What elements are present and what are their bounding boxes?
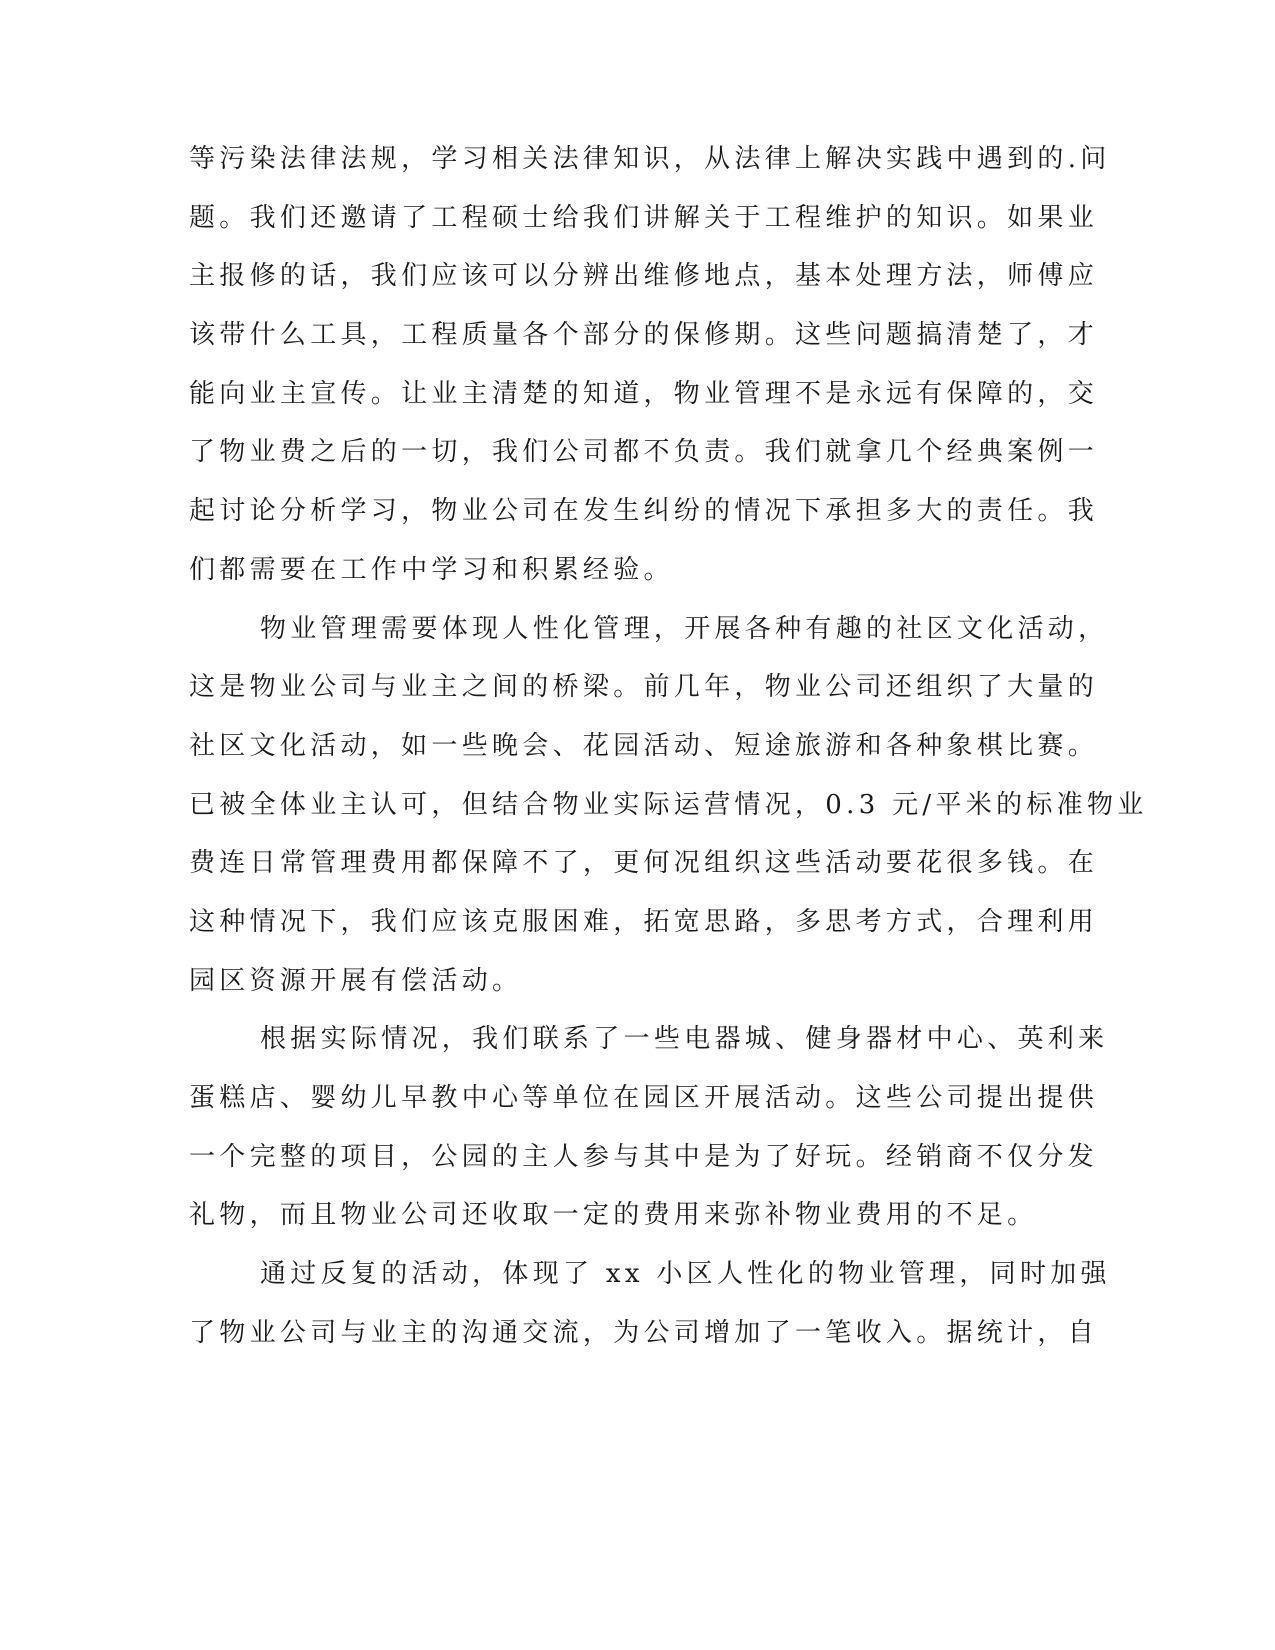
text-line: 了物业费之后的一切，我们公司都不负责。我们就拿几个经典案例一 [189, 437, 1099, 468]
text-line: 题。我们还邀请了工程硕士给我们讲解关于工程维护的知识。如果业 [189, 202, 1099, 233]
text-line: 蛋糕店、婴幼儿早教中心等单位在园区开展活动。这些公司提出提供 [189, 1083, 1099, 1113]
text-line: 一个完整的项目，公园的主人参与其中是为了好玩。经销商不仅分发 [189, 1141, 1099, 1172]
text-line: 这种情况下，我们应该克服困难，拓宽思路，多思考方式，合理利用 [189, 906, 1099, 937]
paragraph-start-line: 通过反复的活动，体现了 xx 小区人性化的物业管理，同时加强 [260, 1259, 1111, 1290]
text-line: 费连日常管理费用都保障不了，更何况组织这些活动要花很多钱。在 [189, 848, 1099, 879]
text-line: 们都需要在工作中学习和积累经验。 [189, 554, 674, 585]
text-line: 已被全体业主认可，但结合物业实际运营情况，0.3 元/平米的标准物业 [189, 789, 1148, 820]
text-line: 社区文化活动，如一些晚会、花园活动、短途旅游和各种象棋比赛。 [189, 730, 1099, 761]
text-line: 这是物业公司与业主之间的桥梁。前几年，物业公司还组织了大量的 [189, 672, 1099, 703]
text-line: 礼物，而且物业公司还收取一定的费用来弥补物业费用的不足。 [189, 1200, 1038, 1231]
text-line: 主报修的话，我们应该可以分辨出维修地点，基本处理方法，师傅应 [189, 261, 1099, 292]
text-line: 园区资源开展有偿活动。 [189, 965, 523, 996]
text-line: 了物业公司与业主的沟通交流，为公司增加了一笔收入。据统计，自 [189, 1317, 1099, 1348]
paragraph-start-line: 物业管理需要体现人性化管理，开展各种有趣的社区文化活动， [260, 613, 1109, 644]
text-line: 等污染法律法规，学习相关法律知识，从法律上解决实践中遇到的.问 [189, 144, 1111, 174]
text-line: 该带什么工具，工程质量各个部分的保修期。这些问题搞清楚了，才 [189, 320, 1099, 351]
body-text [189, 130, 1148, 1362]
paragraph-start-line: 根据实际情况，我们联系了一些电器城、健身器材中心、英利来 [260, 1024, 1109, 1055]
text-line: 能向业主宣传。让业主清楚的知道，物业管理不是永远有保障的，交 [189, 378, 1099, 409]
text-line: 起讨论分析学习，物业公司在发生纠纷的情况下承担多大的责任。我 [189, 496, 1099, 527]
